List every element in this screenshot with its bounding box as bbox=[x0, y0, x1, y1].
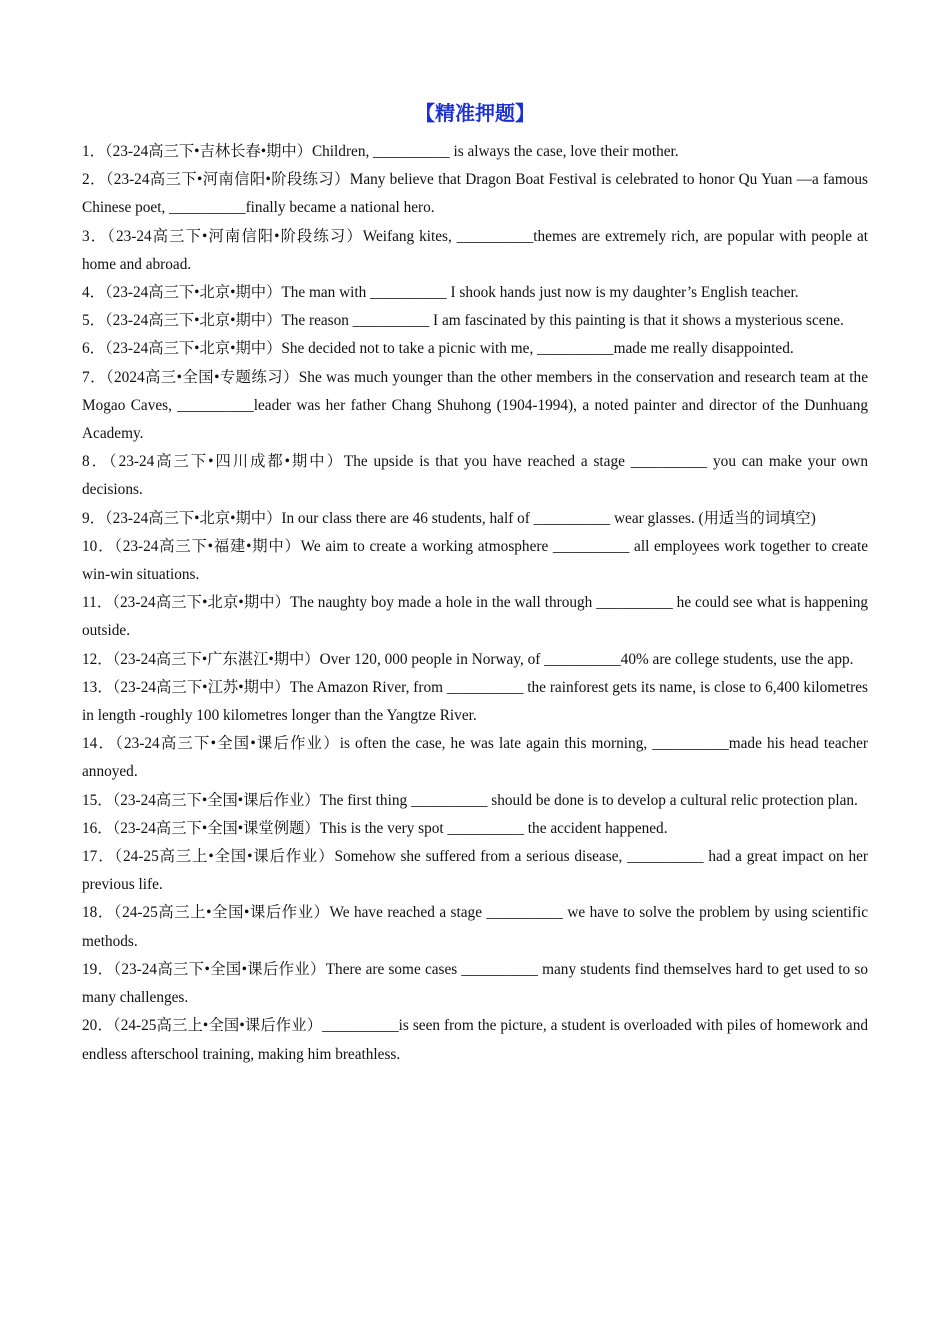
question-item: 20．（24-25高三上•全国•课后作业）__________is seen from the picture, a student is overloaded with piles of homework and endless afterschool training, making him breathless. bbox=[82, 1017, 868, 1063]
document-page bbox=[82, 98, 868, 1069]
question-item: 8．（23-24高三下•四川成都•期中）The upside is that you have reached a stage __________ you can make your own decisions. bbox=[82, 453, 868, 499]
question-item: 14．（23-24高三下•全国•课后作业）is often the case, he was late again this morning, __________made his head teacher annoyed. bbox=[82, 735, 868, 781]
question-item: 5．（23-24高三下•北京•期中）The reason __________ I am fascinated by this painting is that it shows a mysterious scene. bbox=[82, 312, 844, 330]
question-item: 10．（23-24高三下•福建•期中）We aim to create a working atmosphere __________ all employees work together to create win-win situations. bbox=[82, 537, 868, 584]
question-item: 12．（23-24高三下•广东湛江•期中）Over 120, 000 people in Norway, of __________40% are college students, use the app. bbox=[82, 650, 854, 668]
page-title: 【精准押题】 bbox=[415, 101, 535, 125]
question-item: 3．（23-24高三下•河南信阳•阶段练习）Weifang kites, __________themes are extremely rich, are popular with people at home and abroad. bbox=[82, 227, 868, 273]
question-item: 11．（23-24高三下•北京•期中）The naughty boy made a hole in the wall through __________ he could see what is happening outside. bbox=[82, 594, 868, 640]
question-item: 18．（24-25高三上•全国•课后作业）We have reached a stage __________ we have to solve the problem by using scientific methods. bbox=[82, 904, 868, 950]
question-item: 16．（23-24高三下•全国•课堂例题）This is the very spot __________ the accident happened. bbox=[82, 819, 668, 837]
question-item: 17．（24-25高三上•全国•课后作业）Somehow she suffered from a serious disease, __________ had a great impact on her previous life. bbox=[82, 848, 868, 894]
question-item: 4．（23-24高三下•北京•期中）The man with __________ I shook hands just now is my daughter’s English teacher. bbox=[82, 284, 799, 302]
question-item: 6．（23-24高三下•北京•期中）She decided not to take a picnic with me, __________made me really disappointed. bbox=[82, 340, 794, 358]
question-item: 7．（2024高三•全国•专题练习）She was much younger than the other members in the conservation and research team at the Mogao Caves, __________leader was her father Chang Shuhong (1904-1994), a noted painter and director of the Dunhuang Academy. bbox=[82, 368, 868, 443]
question-item: 1．（23-24高三下•吉林长春•期中）Children, __________ is always the case, love their mother. bbox=[82, 143, 679, 160]
question-item: 2．（23-24高三下•河南信阳•阶段练习）Many believe that Dragon Boat Festival is celebrated to honor Qu Yuan —a famous Chinese poet, __________finally became a national hero. bbox=[82, 171, 868, 217]
question-item: 15．（23-24高三下•全国•课后作业）The first thing __________ should be done is to develop a cultural relic protection plan. bbox=[82, 791, 858, 809]
question-item: 19．（23-24高三下•全国•课后作业）There are some cases __________ many students find themselves hard to get used to so many challenges. bbox=[82, 960, 868, 1007]
question-list bbox=[82, 138, 868, 1069]
question-item: 9．（23-24高三下•北京•期中）In our class there are 46 students, half of __________ wear glasses. (用适当的词填空) bbox=[82, 509, 816, 527]
question-item: 13．（23-24高三下•江苏•期中）The Amazon River, from __________ the rainforest gets its name, is close to 6,400 kilometres in length -roughly 100 kilometres longer than the Yangtze River. bbox=[82, 678, 868, 725]
